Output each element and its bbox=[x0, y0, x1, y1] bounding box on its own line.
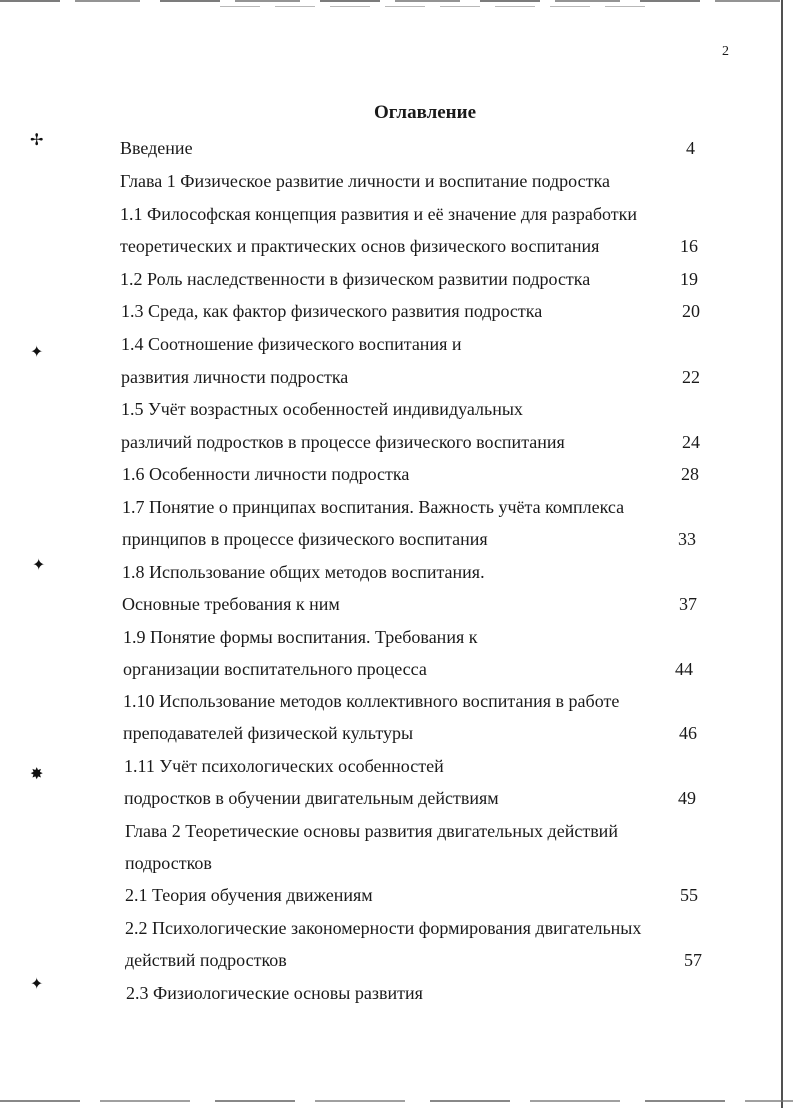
toc-entry-text: 1.8 Использование общих методов воспитания. bbox=[122, 562, 485, 582]
toc-entry-text: 2.3 Физиологические основы развития bbox=[126, 983, 423, 1003]
toc-entry-text: 1.5 Учёт возрастных особенностей индивидуальных bbox=[121, 399, 523, 419]
toc-entry-page: 22 bbox=[682, 367, 700, 387]
toc-entry-text: 1.2 Роль наследственности в физическом развитии подростка bbox=[120, 269, 591, 289]
toc-entry-page: 24 bbox=[682, 432, 700, 452]
toc-entry-text: 1.9 Понятие формы воспитания. Требования к bbox=[123, 627, 478, 647]
toc-entry-page: 33 bbox=[678, 529, 696, 549]
toc-entry-page: 4 bbox=[686, 138, 695, 158]
toc-entry-page: 19 bbox=[680, 269, 698, 289]
toc-entry-text: принципов в процессе физического воспитания bbox=[122, 529, 488, 549]
toc-entry-page: 37 bbox=[679, 594, 697, 614]
scan-edge-bottom bbox=[0, 1100, 793, 1102]
toc-entry-text: действий подростков bbox=[125, 950, 287, 970]
toc-entry-text: 1.6 Особенности личности подростка bbox=[122, 464, 410, 484]
binding-hole-mark-icon: ✢ bbox=[30, 132, 44, 149]
toc-entry-text: организации воспитательного процесса bbox=[123, 659, 427, 679]
toc-entry-page: 44 bbox=[675, 659, 693, 679]
toc-entry-text: 1.3 Среда, как фактор физического развития подростка bbox=[121, 301, 543, 321]
binding-hole-mark-icon: ✦ bbox=[32, 557, 46, 574]
toc-entry-text: 2.1 Теория обучения движениям bbox=[125, 885, 373, 905]
toc-entry-text: теоретических и практических основ физического воспитания bbox=[120, 236, 600, 256]
toc-entry-page: 16 bbox=[680, 236, 698, 256]
binding-hole-mark-icon: ✸ bbox=[30, 766, 44, 783]
binding-hole-mark-icon: ✦ bbox=[30, 976, 44, 993]
toc-entry-page: 20 bbox=[682, 301, 700, 321]
toc-entry-page: 49 bbox=[678, 788, 696, 808]
toc-entry-text: различий подростков в процессе физического воспитания bbox=[121, 432, 565, 452]
toc-entry-text: Глава 1 Физическое развитие личности и воспитание подростка bbox=[120, 171, 610, 191]
toc-entry-text: 1.4 Соотношение физического воспитания и bbox=[121, 334, 462, 354]
toc-entry-text: 1.1 Философская концепция развития и её значение для разработки bbox=[120, 204, 638, 224]
toc-title: Оглавление bbox=[373, 102, 477, 123]
toc-entry-text: 1.11 Учёт психологических особенностей bbox=[124, 756, 444, 776]
toc-entry-text: подростков в обучении двигательным действиям bbox=[124, 788, 499, 808]
toc-entry-text: 1.10 Использование методов коллективного воспитания в работе bbox=[123, 691, 620, 711]
toc-entry-text: 1.7 Понятие о принципах воспитания. Важность учёта комплекса bbox=[122, 497, 625, 517]
toc-entry-text: подростков bbox=[125, 853, 212, 873]
toc-entry-text: 2.2 Психологические закономерности формирования двигательных bbox=[125, 918, 642, 938]
toc-entry-page: 46 bbox=[679, 723, 697, 743]
toc-entry-text: Введение bbox=[120, 138, 193, 158]
toc-entry-page: 55 bbox=[680, 885, 698, 905]
toc-entry-text: Глава 2 Теоретические основы развития двигательных действий bbox=[125, 821, 618, 841]
scan-edge-top-faint bbox=[220, 6, 650, 7]
scan-edge-top bbox=[0, 0, 793, 2]
page-number: 2 bbox=[722, 44, 729, 59]
binding-hole-mark-icon: ✦ bbox=[30, 344, 44, 361]
toc-entry-text: развития личности подростка bbox=[121, 367, 349, 387]
scan-edge-right bbox=[781, 0, 783, 1108]
toc-entry-text: Основные требования к ним bbox=[122, 594, 340, 614]
toc-entry-text: преподавателей физической культуры bbox=[123, 723, 414, 743]
toc-entry-page: 28 bbox=[681, 464, 699, 484]
toc-entry-page: 57 bbox=[684, 950, 702, 970]
